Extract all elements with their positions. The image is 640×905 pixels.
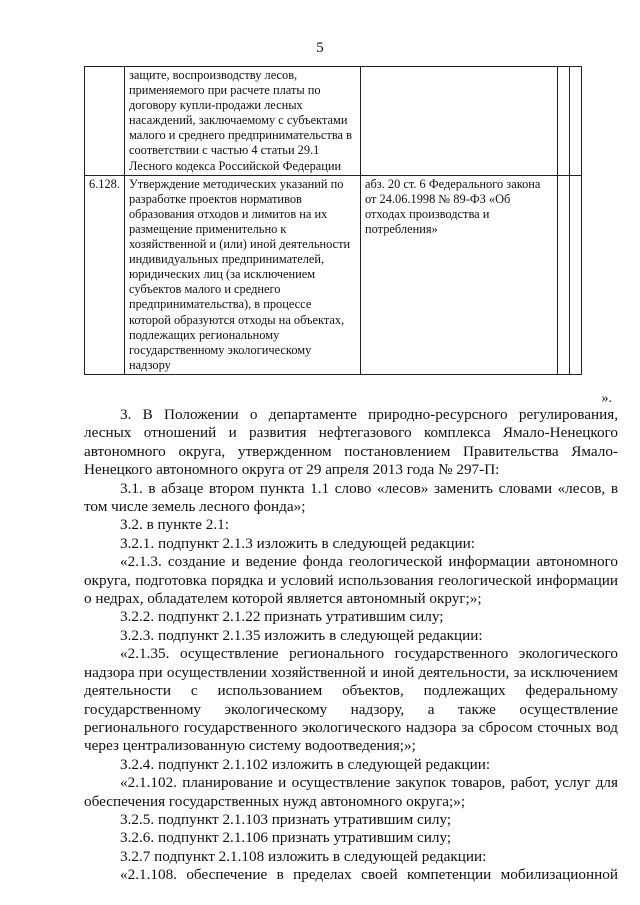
document-body	[84, 392, 618, 885]
paragraph: «2.1.35. осуществление регионального государственного экологического надзора при осуществлении хозяйственной и иной деятельности, за исключением деятельности с использованием объектов, подлежащих федеральному государственному экологическому надзору, а также осуществление регионального государственного экологического надзора за сбросом сточных вод через централизованную систему водоотведения;»;	[84, 645, 618, 755]
row-number-cell	[85, 67, 125, 176]
paragraph: 3.2.4. подпункт 2.1.102 изложить в следующей редакции:	[120, 755, 491, 773]
paragraph: 3.2.1. подпункт 2.1.3 изложить в следующей редакции:	[120, 534, 475, 552]
paragraph: «2.1.108. обеспечение в пределах своей компетенции мобилизационной	[120, 866, 618, 884]
paragraph: 3.2.6. подпункт 2.1.106 признать утратившим силу;	[120, 829, 452, 847]
legal-basis-cell: абз. 20 ст. 6 Федерального закона от 24.06.1998 № 89-ФЗ «Об отходах производства и потребления»	[360, 175, 557, 374]
activity-name-cell: защите, воспроизводству лесов, применяемого при расчете платы по договору купли-продажи лесных насаждений, заключаемому с субъектами малого и среднего предпринимательства в соответствии с частью 4 статьи 29.1 Лесного кодекса Российской Федерации	[124, 67, 360, 176]
extra-cell	[557, 175, 569, 374]
paragraph: 3.2.5. подпункт 2.1.103 признать утратившим силу;	[120, 810, 452, 828]
extra-cell	[569, 67, 581, 176]
page-number: 5	[316, 40, 324, 56]
paragraph: 3.1. в абзаце втором пункта 1.1 слово «лесов» заменить словами «лесов, в том числе земель лесного фонда»;	[84, 479, 618, 516]
table-row	[85, 67, 582, 176]
paragraph: 3.2.2. подпункт 2.1.22 признать утратившим силу;	[120, 608, 444, 626]
paragraph: «2.1.3. создание и ведение фонда геологической информации автономного округа, подготовка порядка и условий использования геологической информации о недрах, обладателем которой является автономный округ;»;	[84, 553, 618, 608]
paragraph: «2.1.102. планирование и осуществление закупок товаров, работ, услуг для обеспечения государственных нужд автономного округа;»;	[84, 774, 618, 810]
extra-cell	[569, 175, 581, 374]
paragraph: 3.2. в пункте 2.1:	[120, 516, 229, 534]
paragraph: 3. В Положении о департаменте природно-ресурсного регулирования, лесных отношений и развития нефтегазового комплекса Ямало-Ненецкого автономного округа, утвержденном постановлением Правительства Ямало-Ненецкого автономного округа от 29 апреля 2013 года № 297-П:	[84, 406, 618, 479]
extra-cell	[557, 67, 569, 176]
row-number-cell: 6.128.	[85, 175, 125, 374]
activity-name-cell: Утверждение методических указаний по разработке проектов нормативов образования отходов и лимитов на их размещение применительно к хозяйственной и (или) иной деятельности индивидуальных предпринимателей, юридических лиц (за исключением субъектов малого и среднего предпринимательства), в процессе которой образуются отходы на объектах, подлежащих региональному государственному экологическому надзору	[124, 175, 360, 374]
closing-quote-mark: ».	[601, 391, 612, 406]
paragraph: 3.2.7 подпункт 2.1.108 изложить в следующей редакции:	[120, 847, 487, 865]
paragraph: 3.2.3. подпункт 2.1.35 изложить в следующей редакции:	[120, 626, 483, 644]
legal-basis-cell	[360, 67, 557, 176]
activities-table	[84, 66, 582, 375]
table-row	[85, 175, 582, 374]
